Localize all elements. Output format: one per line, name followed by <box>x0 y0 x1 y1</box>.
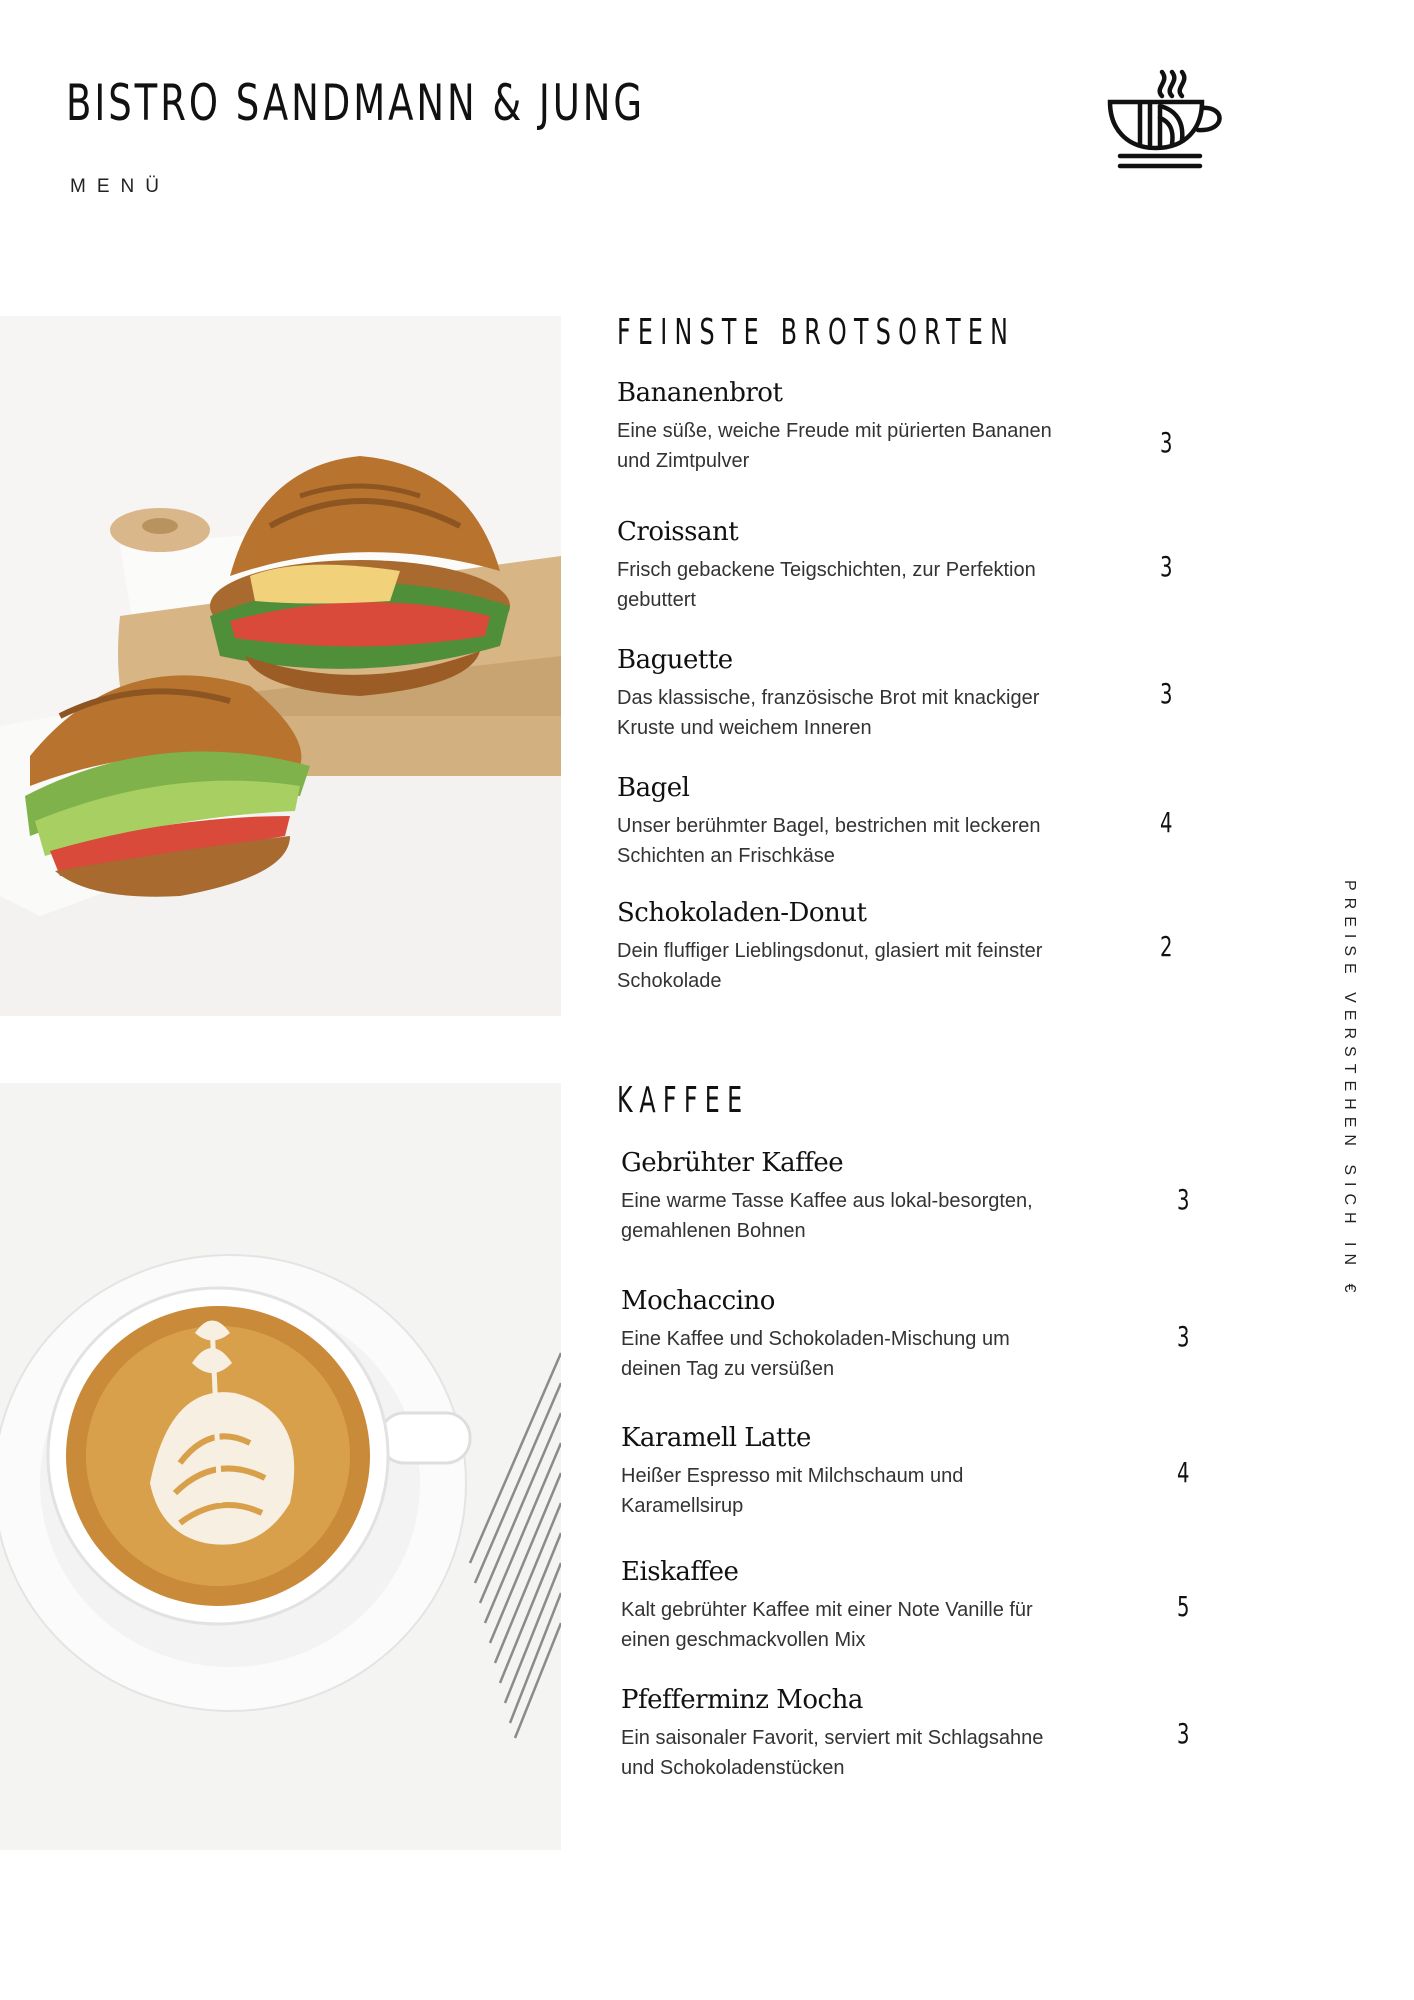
latte-art-photo <box>0 1083 561 1850</box>
item-description: Heißer Espresso mit Milchschaum und Karamellsirup <box>621 1465 964 1517</box>
item-name: Bananenbrot <box>617 378 783 408</box>
menu-item <box>617 773 1137 871</box>
item-price: 2 <box>1160 930 1173 963</box>
item-price: 4 <box>1177 1456 1190 1489</box>
menu-subtitle: MENÜ <box>70 176 170 197</box>
item-price: 3 <box>1177 1717 1190 1750</box>
croissant-sandwich-photo <box>0 316 561 1016</box>
section-title: FEINSTE BROTSORTEN <box>617 312 1016 353</box>
item-price: 3 <box>1177 1320 1190 1353</box>
item-description: Dein fluffiger Lieblingsdonut, glasiert mit feinster Schokolade <box>617 940 1043 992</box>
item-name: Pfefferminz Mocha <box>621 1685 863 1715</box>
item-name: Mochaccino <box>621 1286 775 1316</box>
item-description: Frisch gebackene Teigschichten, zur Perfektion gebuttert <box>617 559 1036 611</box>
item-name: Croissant <box>617 517 739 547</box>
item-description: Das klassische, französische Brot mit knackiger Kruste und weichem Inneren <box>617 687 1040 739</box>
item-name: Baguette <box>617 645 733 675</box>
menu-item <box>617 517 1137 615</box>
item-price: 3 <box>1160 426 1173 459</box>
item-price: 3 <box>1160 550 1173 583</box>
menu-item <box>621 1148 1141 1246</box>
menu-item <box>621 1286 1141 1384</box>
section-kaffee <box>617 1080 1217 1779</box>
menu-item <box>617 378 1137 476</box>
price-currency-note: PREISE VERSTEHEN SICH IN € <box>1341 880 1358 1300</box>
item-description: Kalt gebrühter Kaffee mit einer Note Vanille für einen geschmackvollen Mix <box>621 1599 1033 1651</box>
item-name: Bagel <box>617 773 690 803</box>
menu-item <box>617 898 1137 996</box>
section-title: KAFFEE <box>617 1080 750 1121</box>
item-description: Ein saisonaler Favorit, serviert mit Schlagsahne und Schokoladenstücken <box>621 1727 1044 1779</box>
menu-item <box>621 1557 1141 1655</box>
menu-item <box>621 1423 1141 1521</box>
item-name: Gebrühter Kaffee <box>621 1148 844 1178</box>
menu-item <box>617 645 1137 743</box>
item-description: Eine Kaffee und Schokoladen-Mischung um deinen Tag zu versüßen <box>621 1328 1010 1380</box>
item-price: 5 <box>1177 1590 1190 1623</box>
item-name: Karamell Latte <box>621 1423 811 1453</box>
menu-item <box>621 1685 1141 1783</box>
item-price: 3 <box>1177 1183 1190 1216</box>
item-price: 3 <box>1160 677 1173 710</box>
item-description: Eine süße, weiche Freude mit pürierten Bananen und Zimtpulver <box>617 420 1052 472</box>
coffee-cup-icon <box>1104 66 1226 170</box>
item-description: Unser berühmter Bagel, bestrichen mit leckeren Schichten an Frischkäse <box>617 815 1041 867</box>
item-name: Eiskaffee <box>621 1557 739 1587</box>
brand-title: BISTRO SANDMANN & JUNG <box>66 74 646 132</box>
item-description: Eine warme Tasse Kaffee aus lokal-besorgten, gemahlenen Bohnen <box>621 1190 1033 1242</box>
section-brotsorten <box>617 312 1217 992</box>
item-price: 4 <box>1160 806 1173 839</box>
item-name: Schokoladen-Donut <box>617 898 867 928</box>
